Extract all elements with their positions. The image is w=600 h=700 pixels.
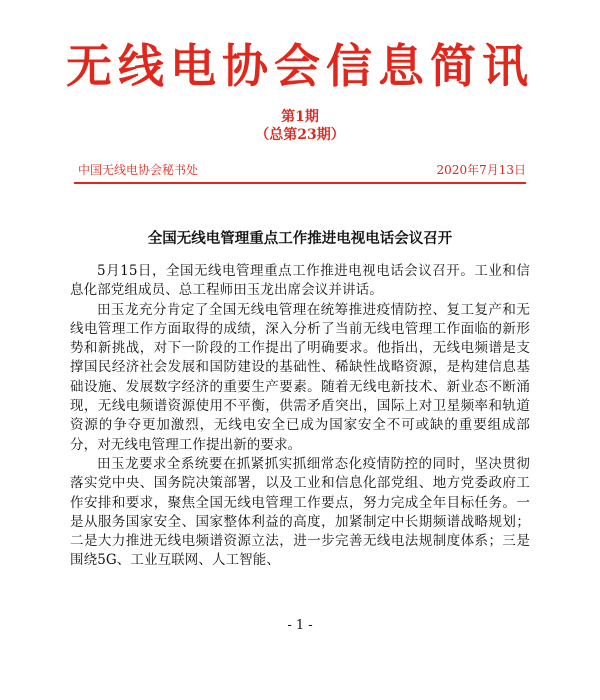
article-body [70,262,530,571]
header-divider [74,182,526,184]
page-number: - 1 - [287,618,313,633]
paragraph-1: 5月15日，全国无线电管理重点工作推进电视电话会议召开。工业和信息化部党组成员、总工程师田玉龙出席会议并讲话。 [70,263,530,299]
article-title: 全国无线电管理重点工作推进电视电话会议召开 [147,230,453,247]
issue-number: 第1期 [281,109,319,125]
paragraph-2: 田玉龙充分肯定了全国无线电管理在统筹推进疫情防控、复工复产和无线电管理工作方面取得的成绩，深入分析了当前无线电管理工作面临的新形势和新挑战，对下一阶段的工作提出了明确要求。他指出，无线电频谱是支撑国民经济社会发展和国防建设的基础性、稀缺性战略资源，是构建信息基础设施、发展数字经济的重要生产要素。随着无线电新技术、新业态不断涌现，无线电频谱资源使用不平衡，供需矛盾突出，国际上对卫星频率和轨道资源的争夺更加激烈，无线电安全已成为国家安全不可或缺的重要组成部分，对无线电管理工作提出新的要求。 [70,301,530,453]
issue-total-number: （总第23期） [255,127,345,143]
paragraph-3: 田玉龙要求全系统要在抓紧抓实抓细常态化疫情防控的同时，坚决贯彻落实党中央、国务院决策部署，以及工业和信息化部党组、地方党委政府工作安排和要求，聚焦全国无线电管理工作要点，努力完成全年目标任务。一是从服务国家安全、国家整体利益的高度，加紧制定中长期频谱战略规划；二是大力推进无线电频谱资源立法，进一步完善无线电法规制度体系；三是围绕5G、工业互联网、人工智能、 [70,455,530,569]
publisher-name: 中国无线电协会秘书处 [78,163,199,177]
issue-date: 2020年7月13日 [436,163,526,177]
masthead-title: 无线电协会信息简讯 [66,39,534,93]
